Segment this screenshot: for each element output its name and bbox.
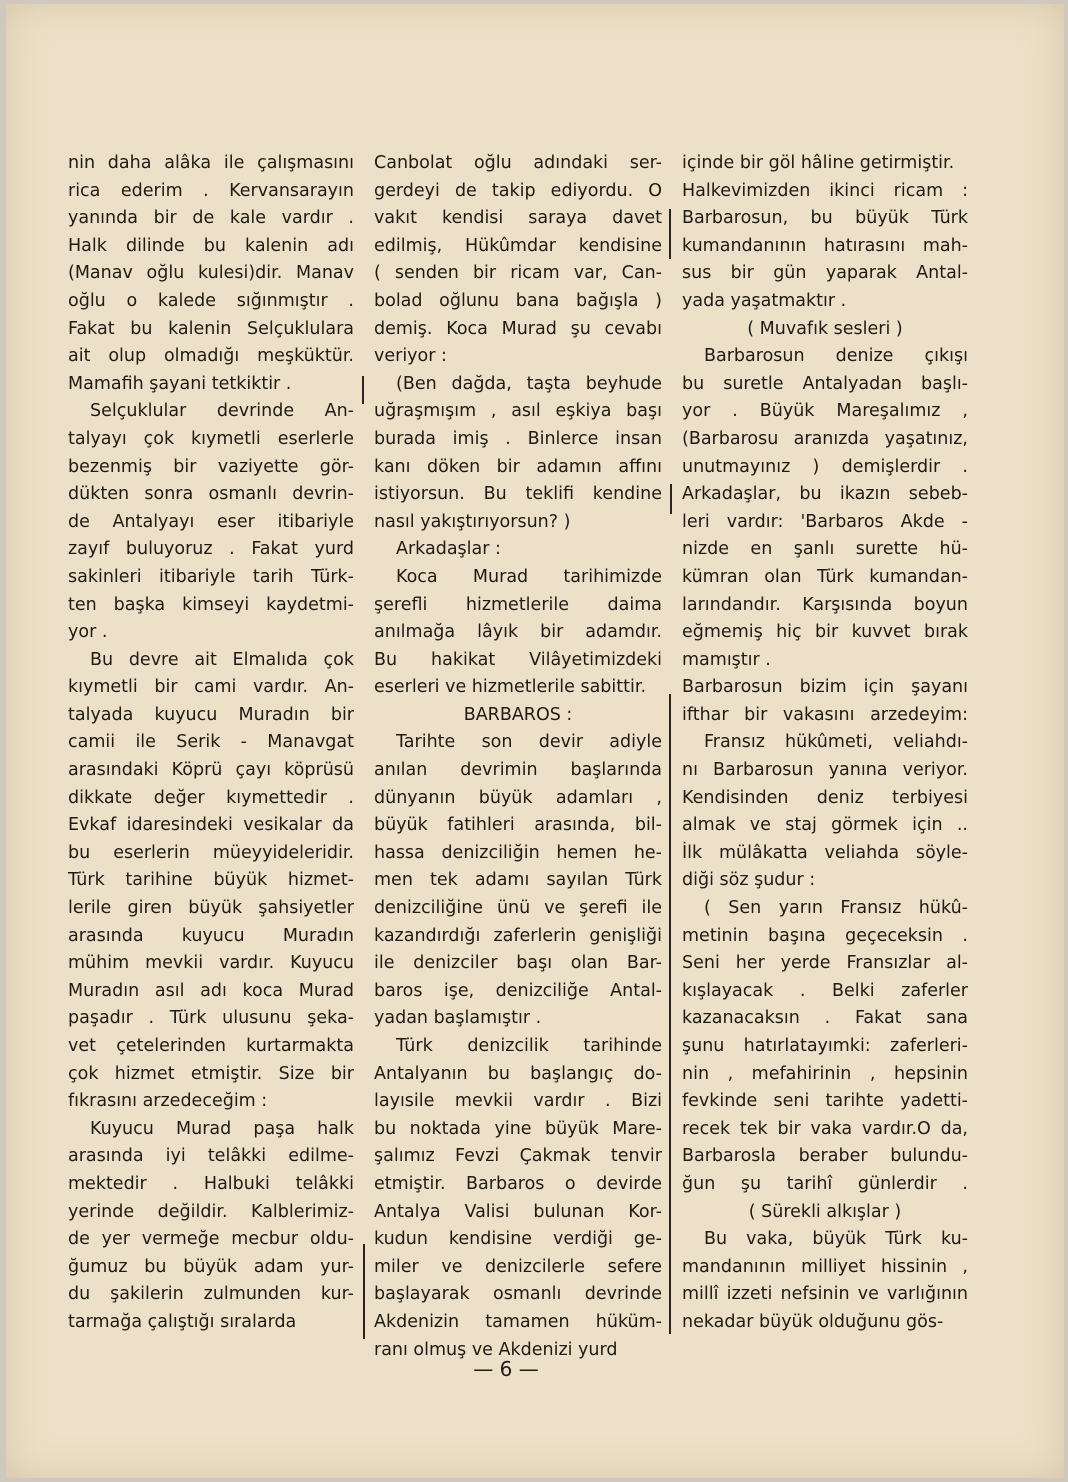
text-line: Barbarosun, bu büyük Türk: [682, 208, 968, 229]
text-line: millî izzeti nefsinin ve varlığının: [682, 1284, 968, 1305]
text-line: Türk tarihine büyük hizmet-: [68, 870, 354, 891]
text-line: sus bir gün yaparak Antal-: [682, 263, 968, 284]
text-line: istiyorsun. Bu teklifi kendine: [374, 484, 662, 505]
text-line: Kuyucu Murad paşa halk: [90, 1118, 354, 1139]
text-line: bu eserlerin müeyyideleridir.: [68, 842, 354, 863]
text-line: Türk denizcilik tarihinde: [396, 1036, 662, 1056]
text-line: ( Muvafık sesleri ): [747, 318, 903, 339]
text-line: şunu hatırlatayımki: zaferleri-: [682, 1036, 968, 1056]
text-line: büyük fatihleri arasında, bil-: [374, 815, 662, 836]
text-line: sakinleri itibariyle tarih Türk-: [68, 566, 354, 587]
text-line: nin daha alâka ile çalışmasını: [68, 153, 354, 173]
text-line: Canbolat oğlu adındaki ser-: [374, 153, 662, 173]
text-line: vakıt kendisi saraya davet: [374, 208, 662, 229]
text-line: mandanının milliyet hissinin ,: [682, 1256, 968, 1277]
text-line: eserleri ve hizmetlerile sabittir.: [374, 677, 647, 698]
text-line: de yer vermeğe mecbur oldu-: [68, 1229, 354, 1250]
text-line: kanı döken bir adamın affını: [374, 456, 662, 477]
text-line: kazanacaksın . Fakat sana: [682, 1008, 968, 1029]
text-line: anılan devrimin başlarında: [374, 760, 662, 781]
text-line: recek tek bir vaka vardır.O da,: [682, 1118, 968, 1139]
text-line: (Ben dağda, taşta beyhude: [396, 373, 662, 394]
text-line: Mamafih şayani tetkiktir .: [68, 373, 292, 394]
text-line: Barbarosun denize çıkışı: [704, 346, 968, 367]
text-line: Barbarosla beraber bulundu-: [682, 1146, 968, 1167]
text-line: yerinde değildir. Kalblerimiz-: [68, 1201, 354, 1222]
text-column-1: [68, 150, 354, 1337]
text-line: mühim mevkii vardır. Kuyucu: [68, 953, 354, 974]
text-line: arasında kuyucu Muradın: [68, 925, 354, 946]
text-line: Bu devre ait Elmalıda çok: [90, 649, 354, 670]
text-line: fıkrasını arzedeceğim :: [68, 1091, 268, 1112]
text-line: (Barbarosu aranızda yaşatınız,: [682, 428, 968, 449]
text-line: tarmağa çalıştığı sıralarda: [68, 1311, 297, 1332]
text-line: yor . Büyük Mareşalımız ,: [682, 401, 968, 422]
text-line: ile denizciler başı olan Bar-: [374, 953, 662, 974]
text-line: layısile mevkii vardır . Bizi: [374, 1091, 662, 1112]
text-line: ğumuz bu büyük adam yur-: [68, 1256, 354, 1277]
text-line: ( Sürekli alkışlar ): [748, 1201, 902, 1222]
text-line: yada yaşatmaktır .: [682, 290, 847, 311]
text-line: talyada kuyucu Muradın bir: [68, 704, 354, 725]
text-line: Selçuklular devrinde An-: [90, 401, 354, 422]
text-line: etmiştir. Barbaros o devirde: [374, 1173, 662, 1194]
text-line: ifthar bir vakasını arzedeyim:: [682, 704, 968, 725]
text-line: men tek adamı sayılan Türk: [374, 870, 662, 891]
text-line: lerile giren büyük şahsiyetler: [68, 898, 354, 919]
text-line: fevkinde seni tarihte yadetti-: [682, 1091, 968, 1112]
text-line: larındandır. Karşısında boyun: [682, 594, 968, 615]
text-line: yor .: [68, 622, 108, 643]
text-line: İlk mülâkatta veliahda söyle-: [682, 842, 968, 863]
text-line: bolad oğlunu bana bağışla ): [374, 290, 662, 311]
text-line: rica ederim . Kervansarayın: [68, 180, 354, 201]
text-line: içinde bir göl hâline getirmiştir.: [682, 153, 955, 173]
text-line: nin , mefahirinin , hepsinin: [682, 1063, 968, 1084]
text-line: bu noktada yine büyük Mare-: [374, 1118, 662, 1139]
text-line: mamıştır .: [682, 649, 771, 670]
text-line: talyayı çok kıymetli eserlerle: [68, 428, 354, 449]
text-line: Halkevimizden ikinci ricam :: [682, 180, 968, 201]
text-line: denizciliğine ünü ve şerefi ile: [374, 898, 662, 919]
text-line: yanında bir de kale vardır .: [68, 208, 354, 229]
text-line: Akdenizin tamamen hüküm-: [374, 1311, 662, 1332]
text-line: oğlu o kalede sığınmıştır .: [68, 290, 354, 311]
text-line: (Manav oğlu kulesi)dir. Manav: [68, 263, 354, 284]
text-line: ten başka kimseyi kaydetmi-: [68, 594, 354, 615]
text-line: camii ile Serik - Manavgat: [68, 732, 354, 753]
text-line: Seni her yerde Fransızlar al-: [682, 953, 968, 974]
column-rule: [669, 694, 671, 1334]
text-line: kumandanının hatırasını mah-: [682, 235, 968, 256]
text-line: ranı olmuş ve Akdenizi yurd: [374, 1339, 618, 1360]
text-line: miler ve denizcilerle sefere: [374, 1256, 662, 1277]
text-line: vet çetelerinden kurtarmakta: [68, 1036, 354, 1056]
text-column-2: [374, 150, 662, 1364]
column-rule: [362, 376, 364, 404]
text-line: Evkaf idaresindeki vesikalar da: [68, 815, 354, 836]
text-line: eğmemiş hiç bir kuvvet bırak: [682, 622, 968, 643]
text-line: Halk dilinde bu kalenin adı: [68, 235, 354, 256]
text-line: anılmağa lâyık bir adamdır.: [374, 622, 662, 643]
text-line: BARBAROS :: [463, 704, 573, 725]
text-line: Arkadaşlar, bu ikazın sebeb-: [682, 484, 968, 505]
text-line: kudun kendisine verdiği ge-: [374, 1229, 662, 1250]
text-line: Bu hakikat Vilâyetimizdeki: [374, 649, 662, 670]
text-line: kışlayacak . Belki zaferler: [682, 980, 968, 1001]
text-line: Fakat bu kalenin Selçuklulara: [68, 318, 354, 339]
column-rule: [363, 1244, 365, 1339]
text-line: almak ve staj görmek için ..: [682, 815, 968, 836]
text-line: arasındaki Köprü çayı köprüsü: [68, 760, 354, 781]
text-line: de Antalyayı eser itibariyle: [68, 511, 354, 532]
text-line: burada imiş . Binlerce insan: [374, 428, 662, 449]
text-line: dünyanın büyük adamları ,: [374, 787, 662, 808]
text-line: Kendisinden deniz terbiyesi: [682, 787, 968, 808]
column-rule: [669, 209, 671, 259]
text-line: şalımız Fevzi Çakmak tenvir: [374, 1146, 662, 1167]
document-page: [6, 4, 1064, 1478]
text-line: dükten sonra osmanlı devrin-: [68, 484, 354, 505]
text-line: Muradın asıl adı koca Murad: [68, 980, 354, 1001]
text-line: paşadır . Türk ulusunu şeka-: [68, 1008, 354, 1029]
text-line: nasıl yakıştırıyorsun? ): [374, 511, 571, 532]
text-line: metinin başına geçeceksin .: [682, 925, 968, 946]
text-line: bu suretle Antalyadan başlı-: [682, 373, 968, 394]
text-line: ğun şu tarihî günlerdir .: [682, 1173, 968, 1194]
text-column-3: [682, 150, 968, 1337]
page-number: — 6 —: [473, 1357, 539, 1381]
text-line: uğraşmışım , asıl eşkiya başı: [374, 401, 662, 422]
text-line: Tarihte son devir adiyle: [396, 732, 662, 753]
text-line: edilmiş, Hükûmdar kendisine: [374, 235, 662, 256]
text-line: Bu vaka, büyük Türk ku-: [704, 1229, 968, 1250]
text-line: kazandırdığı zaferlerin genişliği: [374, 925, 662, 946]
text-line: du şakilerin zulmunden kur-: [68, 1284, 354, 1305]
text-line: hassa denizciliğin hemen he-: [374, 842, 662, 863]
text-line: nekadar büyük olduğunu gös-: [682, 1311, 944, 1332]
text-line: Arkadaşlar :: [396, 539, 501, 560]
text-line: ait olup olmadığı meşküktür.: [68, 346, 354, 367]
text-line: dikkate değer kıymettedir .: [68, 787, 354, 808]
text-line: kümran olan Türk kumandan-: [682, 566, 968, 587]
text-line: veriyor :: [374, 346, 447, 367]
text-line: şerefli hizmetlerile daima: [374, 594, 662, 615]
text-line: demiş. Koca Murad şu cevabı: [374, 318, 662, 339]
text-line: arasında iyi telâkki edilme-: [68, 1146, 354, 1167]
text-line: başlayarak osmanlı devrinde: [374, 1284, 662, 1305]
column-rule: [670, 484, 672, 514]
text-line: leri vardır: 'Barbaros Akde -: [682, 511, 968, 532]
text-line: Fransız hükûmeti, veliahdı-: [704, 732, 968, 753]
text-line: Antalyanın bu başlangıç do-: [374, 1063, 662, 1084]
text-line: nizde en şanlı surette hü-: [682, 539, 968, 560]
text-line: baros işe, denizciliğe Antal-: [374, 980, 662, 1001]
text-line: mektedir . Halbuki telâkki: [68, 1173, 354, 1194]
text-line: Koca Murad tarihimizde: [396, 566, 662, 587]
text-line: ( Sen yarın Fransız hükû-: [704, 898, 968, 919]
text-line: ( senden bir ricam var, Can-: [374, 263, 662, 284]
text-line: Barbarosun bizim için şayanı: [682, 677, 968, 698]
text-line: gerdeyi de takip ediyordu. O: [374, 180, 662, 201]
text-line: çok hizmet etmiştir. Size bir: [68, 1063, 354, 1084]
text-line: unutmayınız ) demişlerdir .: [682, 456, 968, 477]
text-line: kıymetli bir cami vardır. An-: [68, 677, 354, 698]
text-line: diği söz şudur :: [682, 870, 816, 891]
text-line: nı Barbarosun yanına veriyor.: [682, 760, 968, 781]
text-line: yadan başlamıştır .: [374, 1008, 542, 1029]
text-line: Antalya Valisi bulunan Kor-: [374, 1201, 662, 1222]
text-line: zayıf buluyoruz . Fakat yurd: [68, 539, 354, 560]
text-line: bezenmiş bir vaziyette gör-: [68, 456, 354, 477]
